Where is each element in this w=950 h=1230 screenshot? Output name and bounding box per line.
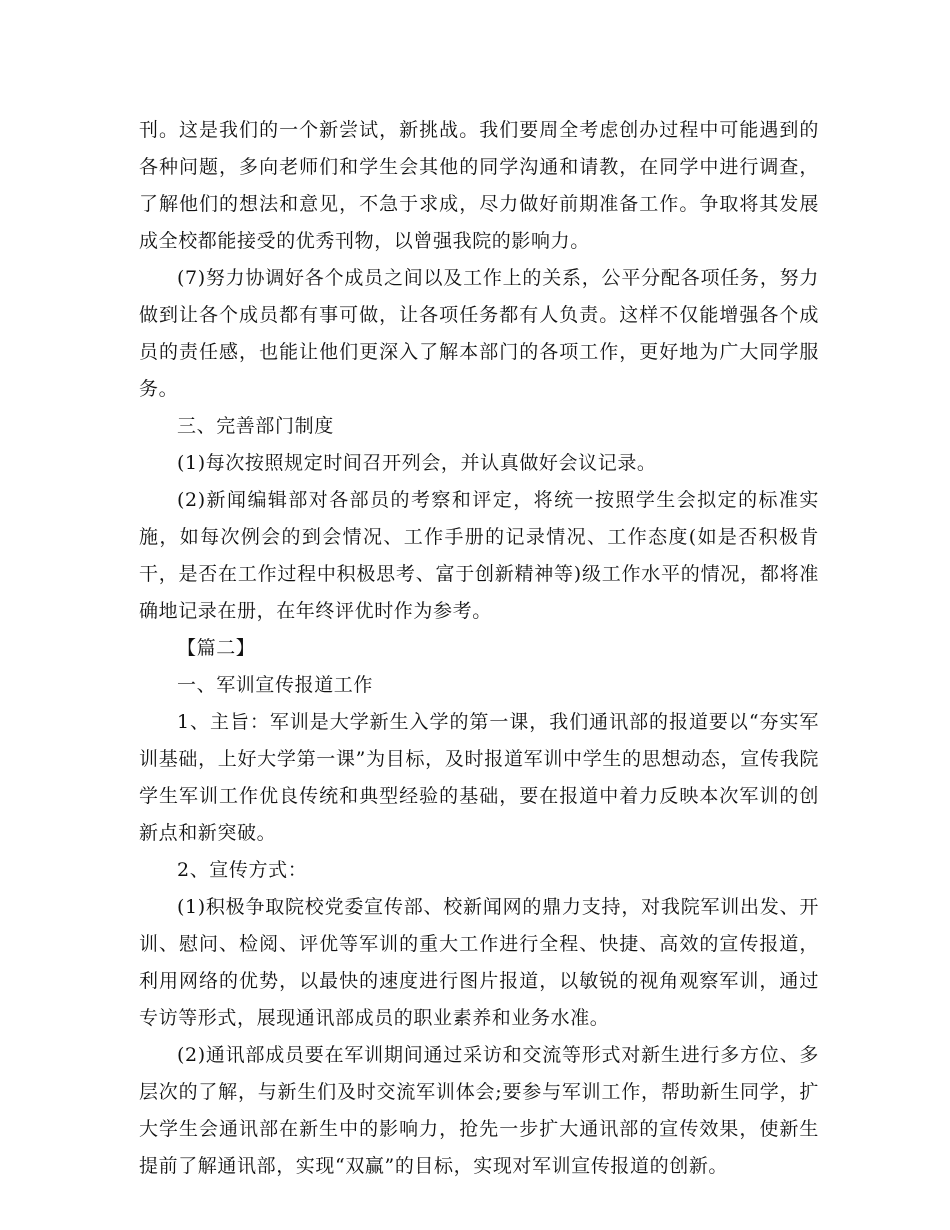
- section-heading-military-training: 一、军训宣传报道工作: [177, 674, 374, 696]
- paragraph-7: (2)通讯部成员要在军训期间通过采访和交流等形式对新生进行多方位、多层次的了解，与新生们及时交流军训体会;要参与军训工作，帮助新生同学，扩大学生会通讯部在新生中的影响力，抢先一步扩大通讯部的宣传效果，使新生提前了解通讯部，实现“双赢”的目标，实现对军训宣传报道的创新。: [139, 1044, 819, 1177]
- paragraph-1: 刊。这是我们的一个新尝试，新挑战。我们要周全考虑创办过程中可能遇到的各种问题，多向老师们和学生会其他的同学沟通和请教，在同学中进行调查，了解他们的想法和意见，不急于求成，尽力做好前期准备工作。争取将其发展成全校都能接受的优秀刊物，以曾强我院的影响力。: [139, 119, 819, 252]
- paragraph-2: (7)努力协调好各个成员之间以及工作上的关系，公平分配各项任务，努力做到让各个成员都有事可做，让各项任务都有人负责。这样不仅能增强各个成员的责任感，也能让他们更深入了解本部门的各项工作，更好地为广大同学服务。: [139, 267, 819, 400]
- section-heading-improve-system: 三、完善部门制度: [177, 415, 334, 437]
- paragraph-3: (1)每次按照规定时间召开列会，并认真做好会议记录。: [177, 452, 657, 474]
- paragraph-6: (1)积极争取院校党委宣传部、校新闻网的鼎力支持，对我院军训出发、开训、慰问、检阅、评优等军训的重大工作进行全程、快捷、高效的宣传报道，利用网络的优势，以最快的速度进行图片报道，以敏锐的视角观察军训，通过专访等形式，展现通讯部成员的职业素养和业务水准。: [139, 896, 819, 1029]
- paragraph-5: 1、主旨：军训是大学新生入学的第一课，我们通讯部的报道要以“夯实军训基础，上好大学第一课”为目标，及时报道军训中学生的思想动态，宣传我院学生军训工作优良传统和典型经验的基础，要在报道中着力反映本次军训的创新点和新突破。: [139, 711, 819, 844]
- subheading-publicity-methods: 2、宣传方式：: [177, 859, 308, 881]
- part-two-heading: 【篇二】: [177, 637, 256, 659]
- paragraph-4: (2)新闻编辑部对各部员的考察和评定，将统一按照学生会拟定的标准实施，如每次例会的到会情况、工作手册的记录情况、工作态度(如是否积极肯干，是否在工作过程中积极思考、富于创新精神等)级工作水平的情况，都将准确地记录在册，在年终评优时作为参考。: [139, 489, 819, 622]
- document-body: [139, 112, 819, 1185]
